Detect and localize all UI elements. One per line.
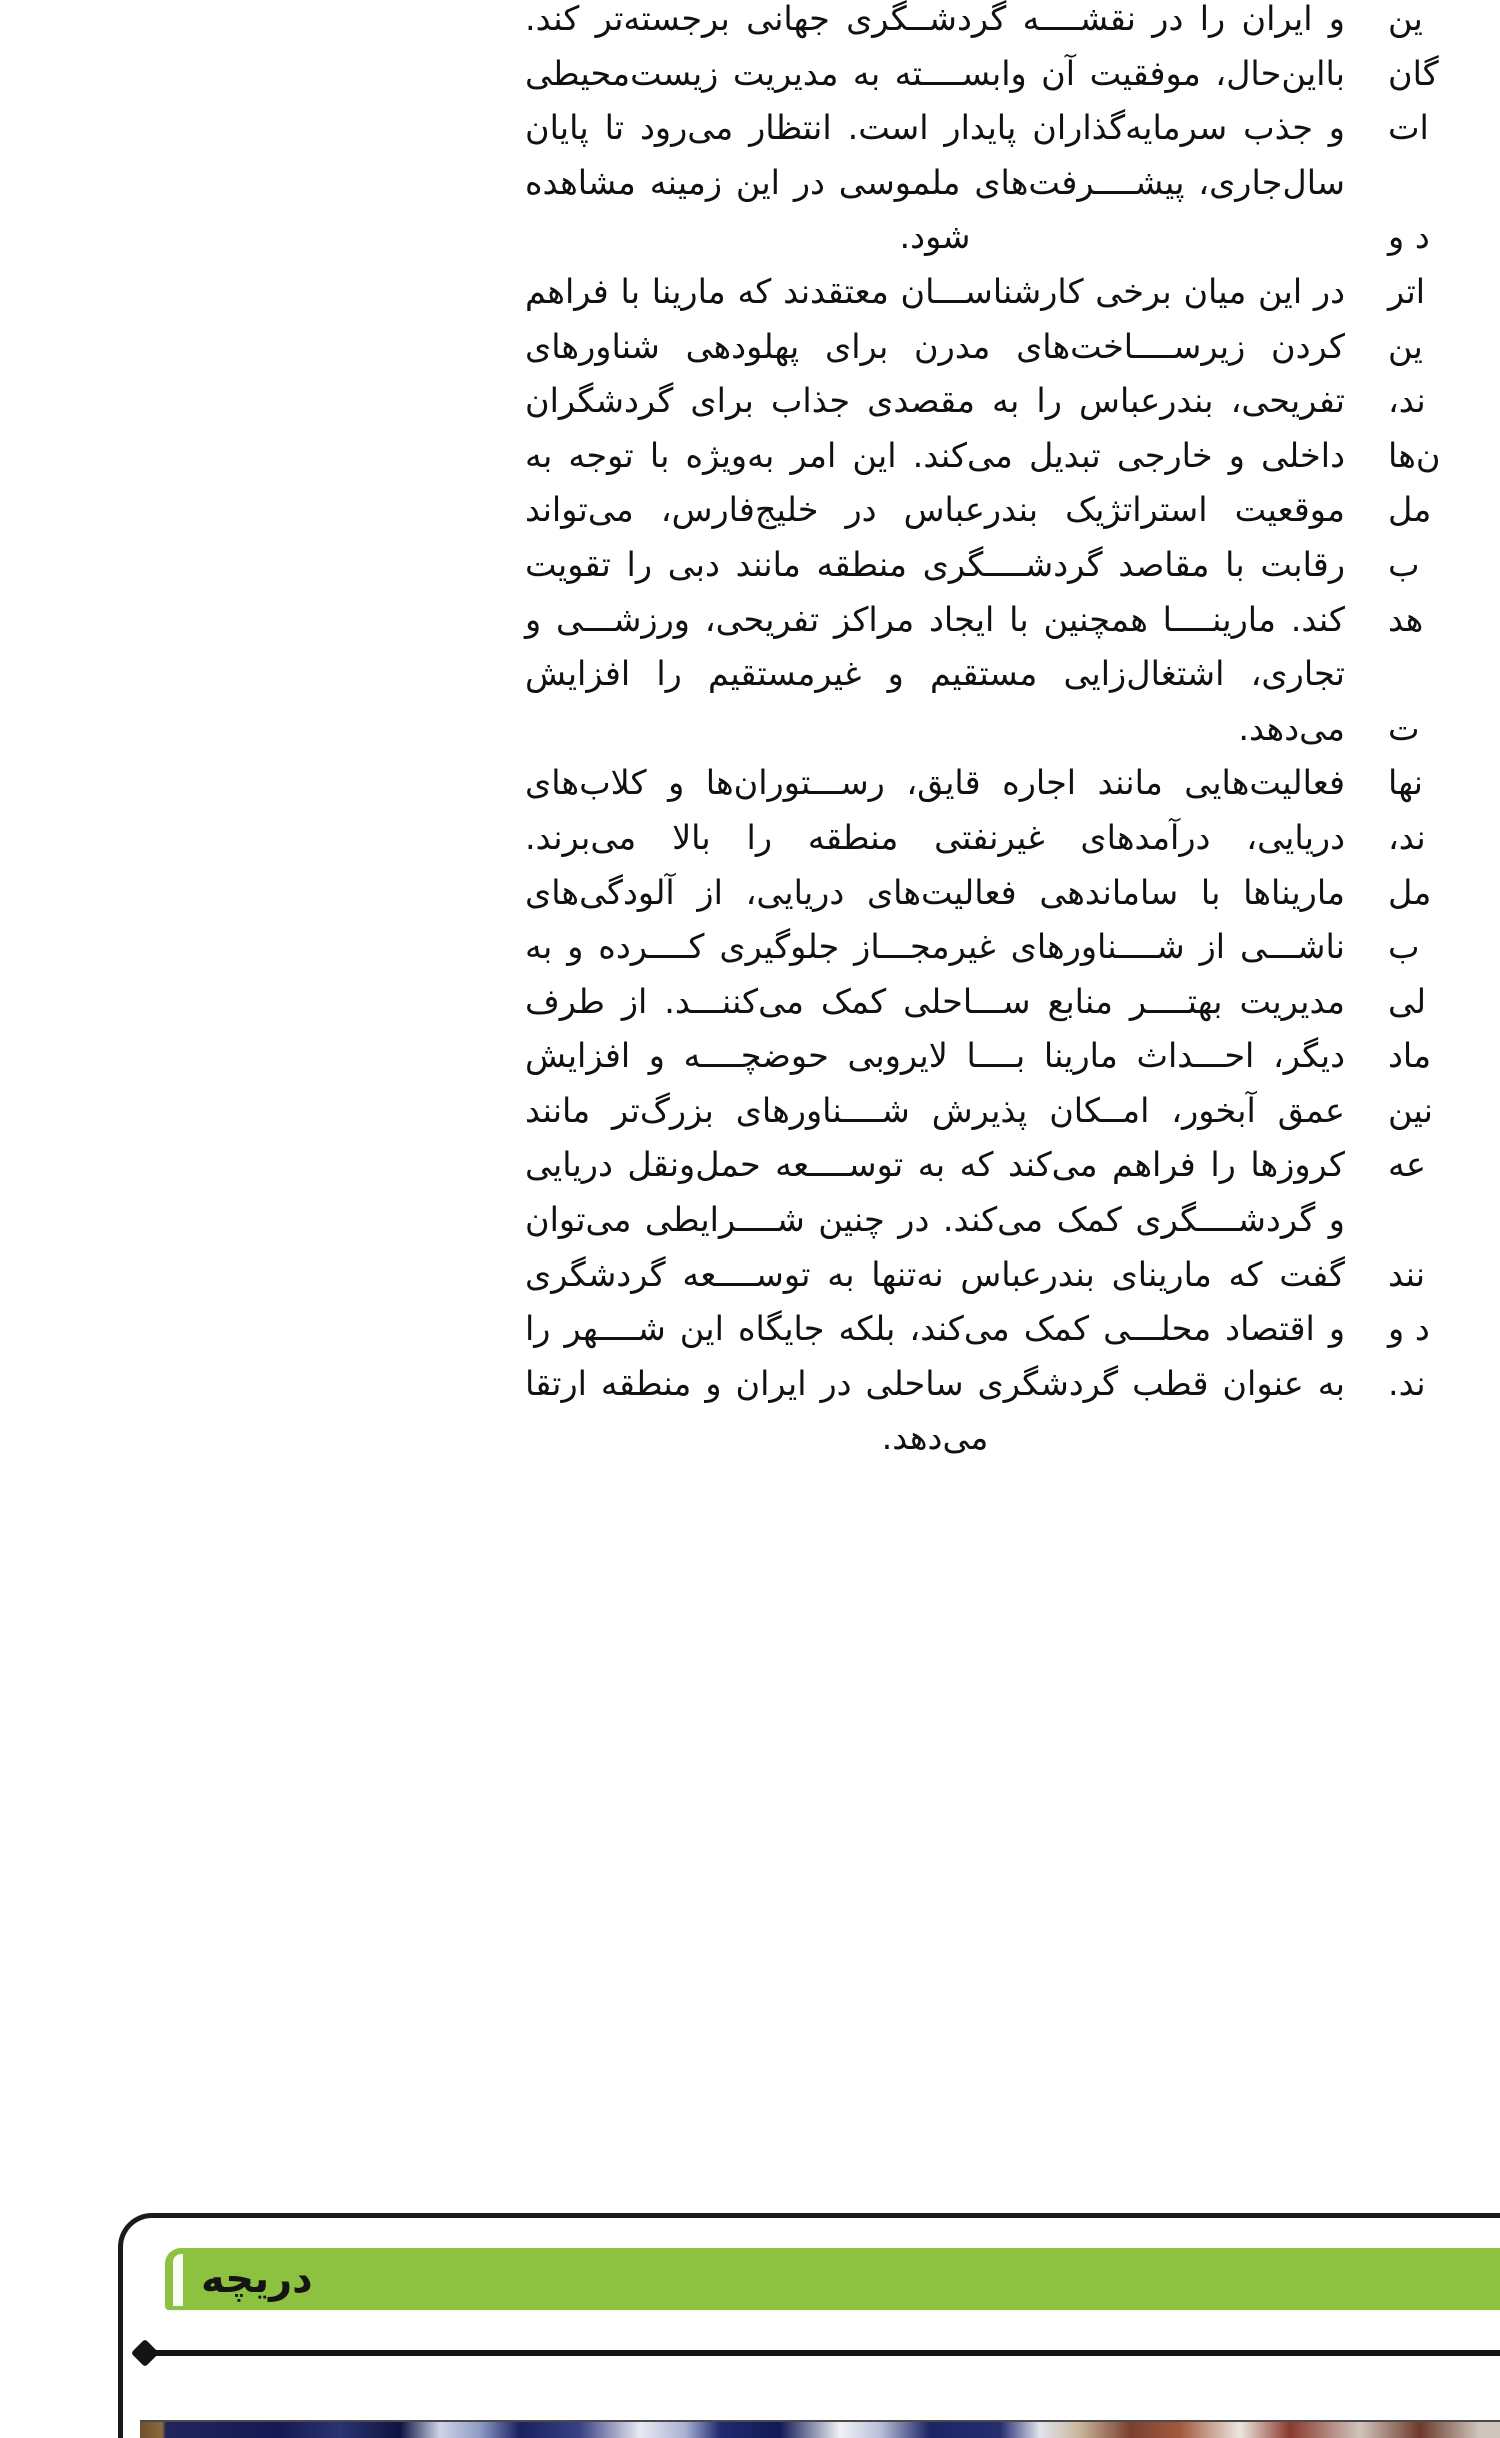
edge-line-fragment: مل <box>1388 490 1432 530</box>
text-line: کردن زیرســــاخت‌های مدرن برای پهلودهی شناورهای <box>525 326 1345 366</box>
edge-line-gap <box>1382 156 1500 211</box>
edge-line-fragment: عه <box>1388 1145 1426 1185</box>
text-line: و جذب سرمایه‌گذاران پایدار است. انتظار می‌رود تا پایان <box>525 108 1345 148</box>
paragraph-1 <box>525 0 1345 265</box>
edge-line-fragment: ب <box>1388 927 1420 967</box>
edge-line-fragment: لی <box>1388 981 1427 1021</box>
text-line: عمق آبخور، امــکان پذیرش شــــناورهای بزرگ‌تر مانند <box>525 1090 1345 1130</box>
edge-line-fragment: ماد <box>1388 1036 1432 1076</box>
edge-line-fragment: ت <box>1388 708 1420 748</box>
edge-line-fragment: ات <box>1388 108 1429 148</box>
paragraph-2 <box>525 265 1345 866</box>
edge-line-fragment: ین <box>1388 0 1423 38</box>
text-line: داخلی و خارجی تبدیل می‌کند. این امر به‌ویژه با توجه به <box>525 435 1345 475</box>
edge-line-gap <box>1382 647 1500 702</box>
edge-line-fragment: د و <box>1388 217 1430 257</box>
text-line: به عنوان قطب گردشگری ساحلی در ایران و منطقه ارتقا <box>525 1363 1345 1403</box>
text-line: سال‌جاری، پیشــــرفت‌های ملموسی در این زمینه مشاهده <box>525 162 1345 202</box>
edge-line-fragment: ند. <box>1388 1363 1426 1403</box>
text-line: ناشـــی از شــــناورهای غیرمجـــاز جلوگیری کــــرده و به <box>525 927 1345 967</box>
text-line: و گردشــــگری کمک می‌کند. در چنین شــــرایطی می‌توان <box>525 1200 1345 1240</box>
text-line: در این میان برخی کارشناســـان معتقدند که مارینا با فراهم <box>525 271 1345 311</box>
edge-line-gap <box>1382 1193 1500 1248</box>
text-line: شود. <box>899 217 971 257</box>
daricheh-title: دریچه <box>201 2256 313 2302</box>
text-line: ماریناها با ساماندهی فعالیت‌های دریایی، از آلودگی‌های <box>525 872 1345 912</box>
text-line: فعالیت‌هایی مانند اجاره قایق، رســـتوران‌ها و کلاب‌های <box>525 763 1345 803</box>
edge-line-fragment: نین <box>1388 1090 1433 1130</box>
text-line: تفریحی، بندرعباس را به مقصدی جذاب برای گردشگران <box>525 381 1345 421</box>
clipped-right-column <box>1382 0 1500 1411</box>
edge-line-fragment: د و <box>1388 1309 1430 1349</box>
text-line: و اقتصاد محلـــی کمک می‌کند، بلکه جایگاه این شــــهر را <box>525 1309 1345 1349</box>
bottom-photo-strip <box>140 2420 1500 2438</box>
edge-line-fragment: ن‌ها <box>1388 435 1441 475</box>
text-line: دریایی، درآمدهای غیرنفتی منطقه را بالا می‌برند. <box>525 817 1345 857</box>
text-line: تجاری، اشتغال‌زایی مستقیم و غیرمستقیم را افزایش می‌دهد. <box>525 654 1345 748</box>
paragraph-3 <box>525 866 1345 1467</box>
text-line: مدیریت بهتــــر منابع ســـاحلی کمک می‌کننـــد. از طرف <box>525 981 1345 1021</box>
edge-line-fragment: ند، <box>1388 817 1426 857</box>
text-line: موقعیت استراتژیک بندرعباس در خلیج‌فارس، می‌تواند <box>525 490 1345 530</box>
edge-line-fragment: مل <box>1388 872 1432 912</box>
edge-line-fragment: هد <box>1388 599 1424 639</box>
text-line: بااین‌حال، موفقیت آن وابســــته به مدیریت زیست‌محیطی <box>525 53 1345 93</box>
edge-line-fragment: اتر <box>1388 271 1426 311</box>
text-line: رقابت با مقاصد گردشــــگری منطقه مانند دبی را تقویت <box>525 544 1345 584</box>
daricheh-horizontal-rule <box>145 2350 1500 2356</box>
edge-line-fragment: ند، <box>1388 381 1426 421</box>
text-line: کند. مارینــــا همچنین با ایجاد مراکز تفریحی، ورزشـــی و <box>525 599 1345 639</box>
edge-line-fragment: ب <box>1388 544 1420 584</box>
main-text-column <box>525 0 1345 1466</box>
daricheh-box <box>118 2213 1500 2438</box>
text-line: کروزها را فراهم می‌کند که به توســــعه حمل‌ونقل دریایی <box>525 1145 1345 1185</box>
edge-line-fragment: گان <box>1388 53 1439 93</box>
text-line: دیگر، احـــداث مارینا بــــا لایروبی حوضچــــه و افزایش <box>525 1036 1345 1076</box>
daricheh-banner <box>165 2248 1500 2310</box>
text-line: می‌دهد. <box>881 1418 989 1458</box>
daricheh-box-inner <box>123 2218 1500 2438</box>
text-line: و ایران را در نقشــــه گردشــگری جهانی برجسته‌تر کند. <box>525 0 1345 38</box>
text-line: گفت که مارینای بندرعباس نه‌تنها به توســــعه گردشگری <box>525 1254 1345 1294</box>
edge-line-fragment: نند <box>1388 1254 1426 1294</box>
edge-line-fragment: ین <box>1388 326 1423 366</box>
edge-line-fragment: نها <box>1388 763 1423 803</box>
